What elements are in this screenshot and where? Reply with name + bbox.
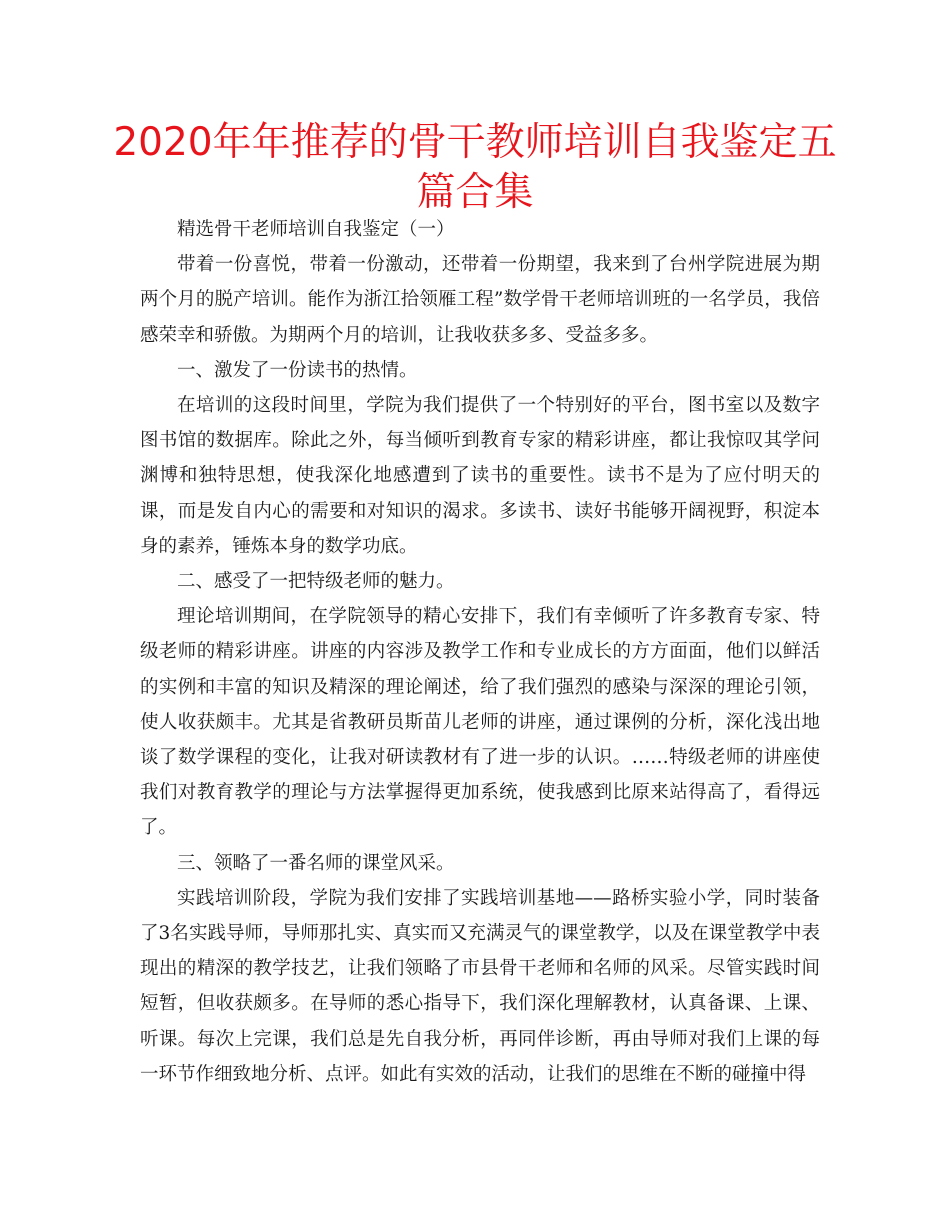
paragraph: 理论培训期间，在学院领导的精心安排下，我们有幸倾听了许多教育专家、特级老师的精彩讲座。讲座的内容涉及教学工作和专业成长的方方面面，他们以鲜活的实例和丰富的知识及精深的理论阐述，给了我们强烈的感染与深深的理论引领，使人收获颇丰。尤其是省教研员斯苗儿老师的讲座，通过课例的分析，深化浅出地谈了数学课程的变化，让我对研读教材有了进一步的认识。……特级老师的讲座使我们对教育教学的理论与方法掌握得更加系统，使我感到比原来站得高了，看得远了。 [140, 606, 820, 839]
document-title [100, 118, 850, 218]
section-heading: 二、感受了一把特级老师的魅力。 [177, 571, 455, 593]
document-title-line-2: 篇合集 [416, 170, 534, 215]
paragraph: 在培训的这段时间里，学院为我们提供了一个特别好的平台，图书室以及数字图书馆的数据库。除此之外，每当倾听到教育专家的精彩讲座，都让我惊叹其学问渊博和独特思想，使我深化地感遭到了读书的重要性。读书不是为了应付明天的课，而是发自内心的需要和对知识的渴求。多读书、读好书能够开阔视野，积淀本身的素养，锤炼本身的数学功底。 [140, 395, 820, 557]
paragraph: 实践培训阶段，学院为我们安排了实践培训基地——路桥实验小学，同时装备了3名实践导师，导师那扎实、真实而又充满灵气的课堂教学，以及在课堂教学中表现出的精深的教学技艺，让我们领略了市县骨干老师和名师的风采。尽管实践时间短暂，但收获颇多。在导师的悉心指导下，我们深化理解教材，认真备课、上课、听课。每次上完课，我们总是先自我分析，再同伴诊断，再由导师对我们上课的每一环节作细致地分析、点评。如此有实效的活动，让我们的思维在不断的碰撞中得 [140, 887, 820, 1085]
section-heading: 一、激发了一份读书的热情。 [177, 359, 418, 381]
section-heading: 三、领略了一番名师的课堂风采。 [177, 852, 455, 874]
section-heading: 精选骨干老师培训自我鉴定（一） [177, 219, 455, 240]
document-title-line-1: 2020年年推荐的骨干教师培训自我鉴定五 [113, 120, 837, 165]
document-body [140, 212, 820, 1092]
paragraph: 带着一份喜悦，带着一份激动，还带着一份期望，我来到了台州学院进展为期两个月的脱产培训。能作为浙江拾领雁工程”数学骨干老师培训班的一名学员，我倍感荣幸和骄傲。为期两个月的培训，让我收获多多、受益多多。 [140, 254, 820, 346]
